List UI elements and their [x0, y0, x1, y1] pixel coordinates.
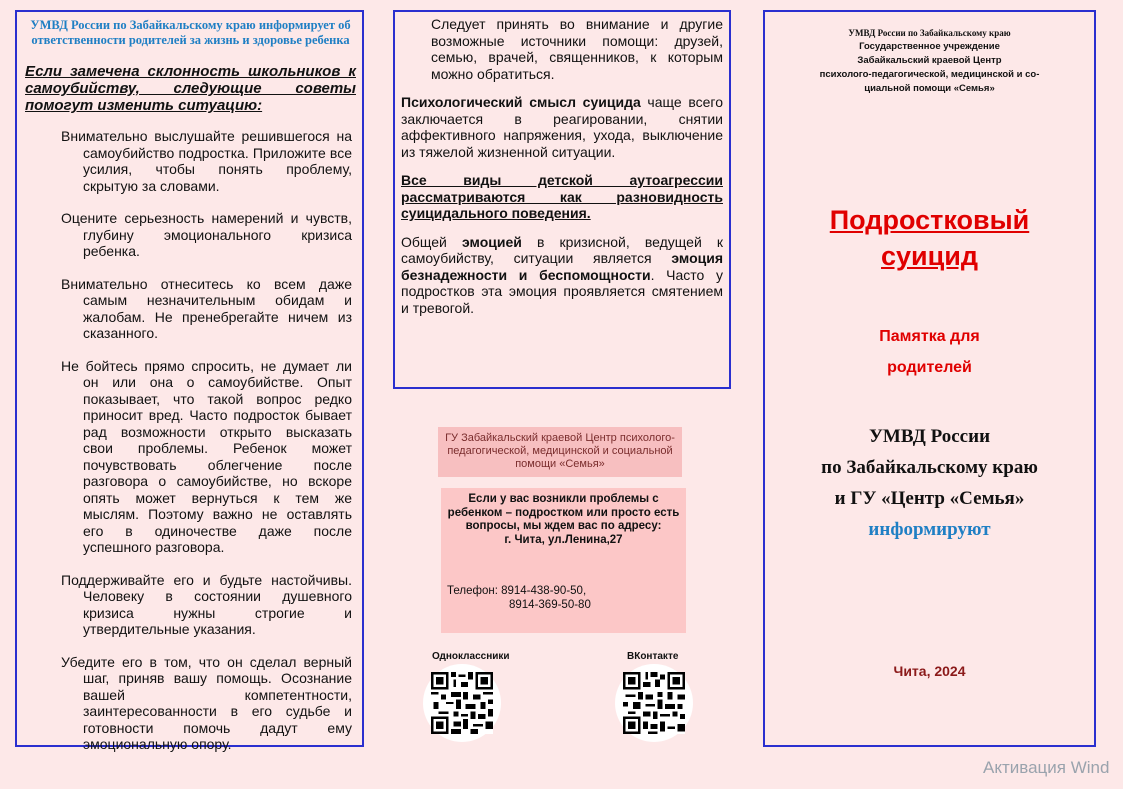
inform-line-1: УМВД России	[868, 426, 991, 447]
inform-line-3: и ГУ «Центр «Семья»	[834, 488, 1025, 509]
odnoklassniki-qr-icon[interactable]	[423, 664, 501, 742]
emotion-text-c: в кризисной, ведущей к самоубийству, ситуации является	[401, 233, 724, 266]
inform-line-2: по Забайкальскому краю	[821, 457, 1038, 478]
advice-tip-4: Не бойтесь прямо спросить, не думает ли он или она о самоубийстве. Опыт показывает, что такой вопрос редко приносит вред. Часто подросток бывает рад возможности открыто высказать свои проблемы. Ребенок может почувствовать облегчение после разговора о самоубийстве, но вскоре опять может вернуться к тем же мыслям. Поэтому важно не оставлять его в одиночестве даже после успешного разговора.	[61, 357, 352, 555]
psychological-meaning-text: чаще всего заключается в реагировании, снятии аффективного напряжения, ухода, выключение из тяжелой жизненной ситуации.	[401, 94, 723, 160]
cover-header	[765, 26, 1094, 96]
cover-header-line-4: циальной помощи «Семья»	[864, 83, 995, 94]
left-panel-header: УМВД России по Забайкальскому краю информирует об ответственности родителей за жизнь и здоровье ребенка	[30, 18, 351, 47]
cover-header-line-3: психолого-педагогической, медицинской и со-	[819, 69, 1040, 80]
advice-tip-3: Внимательно отнеситесь ко всем даже самым незначительным обидам и жалобам. Не пренебрегайте ничем из сказанного.	[61, 275, 352, 341]
advice-tip-6: Убедите его в том, что он сделал верный шаг, приняв вашу помощь. Осознание вашей компетентности, заинтересованности в его судьбе и готовности помочь дадут ему эмоциональную опору.	[61, 653, 352, 752]
organization-box: ГУ Забайкальский краевой Центр психолого-педагогической, медицинской и социальной помощи «Семья»	[438, 427, 682, 477]
contact-box	[441, 488, 686, 633]
address: г. Чита, ул.Ленина,27	[504, 533, 623, 546]
help-sources-paragraph: Следует принять во внимание и другие возможные источники помощи: друзей, семью, врачей, священников, к которым можно обратиться.	[431, 16, 723, 82]
vkontakte-qr-icon[interactable]	[615, 664, 693, 742]
phone-number-1: Телефон: 8914-438-90-50,	[447, 585, 587, 597]
panel-left	[15, 10, 364, 752]
autoaggression-statement: Все виды детской аутоагрессии рассматриваются как разновидность суицидального поведения.	[401, 172, 723, 221]
advice-subheading: Если замечена склонность школьников к самоубийству, следующие советы помогут изменить ситуацию:	[25, 63, 356, 114]
emotion-text-e: . Часто у подростков эта эмоция проявляется смятением и тревогой.	[401, 266, 723, 316]
city-year: Чита, 2024	[893, 663, 966, 679]
title-line-2: суицид	[881, 241, 978, 271]
title-line-1: Подростковый	[829, 205, 1030, 235]
phone-number-2: 8914-369-50-80	[509, 598, 591, 611]
cover-header-line-2: Забайкальский краевой Центр	[857, 55, 1002, 66]
windows-activation-watermark: Активация Wind	[983, 758, 1110, 777]
memo-line-1: Памятка для	[879, 328, 980, 345]
cover-header-line-0: УМВД России по Забайкальскому краю	[848, 28, 1011, 38]
advice-tip-2: Оцените серьезность намерений и чувств, глубину эмоционального кризиса ребенка.	[61, 210, 352, 259]
contact-text: Если у вас возникли проблемы с ребенком – подростком или просто есть вопросы, мы ждем вас по адресу:	[447, 493, 680, 532]
advice-tip-5: Поддерживайте его и будьте настойчивы. Человеку в состоянии душевного кризиса нужны строгие и утвердительные указания.	[61, 571, 352, 637]
panel-cover	[763, 10, 1096, 747]
odnoklassniki-label: Одноклассники	[432, 651, 510, 662]
advice-tip-1: Внимательно выслушайте решившегося на самоубийство подростка. Приложите все усилия, чтобы понять проблему, скрытую за словами.	[61, 128, 352, 194]
inform-line-4: информируют	[868, 519, 991, 540]
memo-line-2: родителей	[887, 359, 972, 376]
emotion-text-a: Общей	[401, 233, 462, 250]
emotion-paragraph	[401, 234, 723, 317]
inform-block	[765, 421, 1094, 545]
psychological-meaning-term: Психологический смысл суицида	[401, 94, 641, 110]
vkontakte-label: ВКонтакте	[627, 651, 679, 662]
psychological-meaning-paragraph	[401, 94, 723, 160]
brochure-title	[765, 202, 1094, 274]
emotion-term: эмоцией	[462, 233, 522, 250]
memo-subtitle	[765, 321, 1094, 383]
hopelessness-term: эмоция безнадежности и беспомощности	[401, 250, 723, 283]
cover-header-line-1: Государственное учреждение	[859, 41, 1000, 52]
panel-middle	[393, 10, 731, 389]
